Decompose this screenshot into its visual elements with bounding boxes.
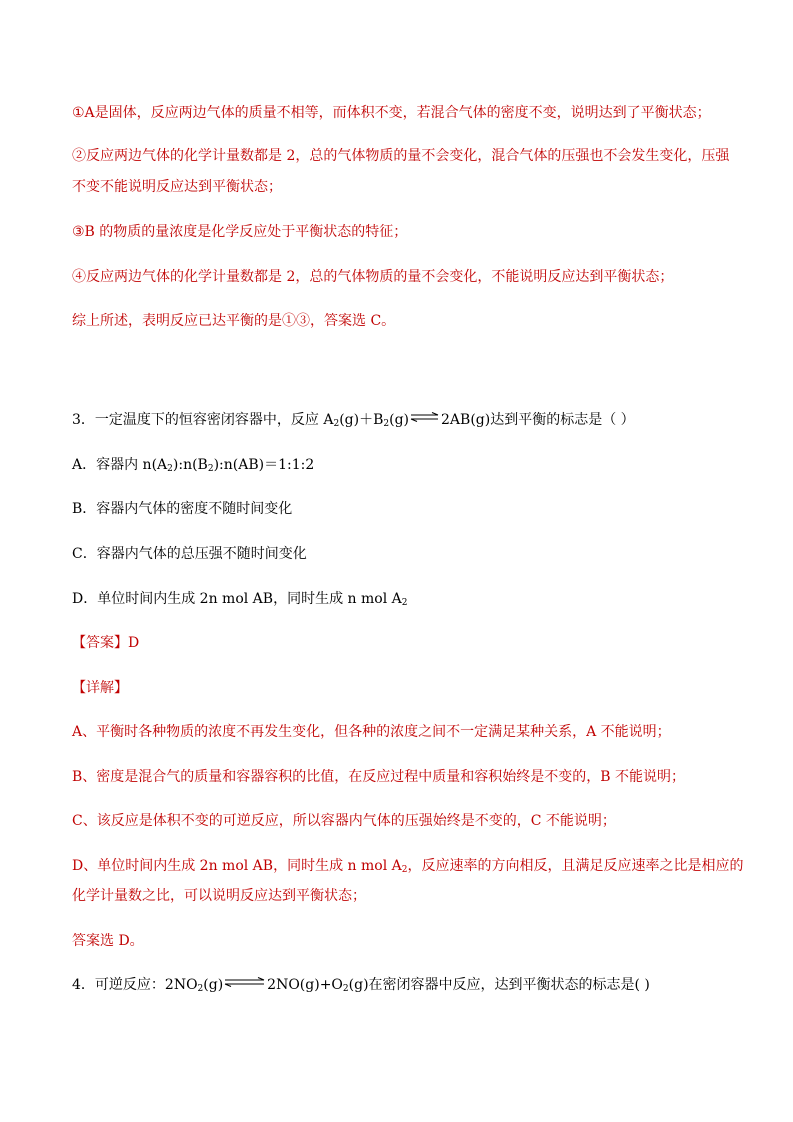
detail-d-line-2: 化学计量数之比，可以说明反应达到平衡状态；: [72, 888, 366, 904]
analysis-point-3: ③B 的物质的量浓度是化学反应处于平衡状态的特征；: [72, 224, 408, 240]
equilibrium-arrow-icon: [410, 412, 440, 422]
question-4-stem: 4．可逆反应：$2NO_2(g)$ $2NO(g)+O_2(g)$在密闭容器中反应，达到平衡状态的标志是( ): [72, 977, 650, 994]
option-c: C．容器内气体的总压强不随时间变化: [72, 546, 307, 562]
analysis-point-1: ①A是固体，反应两边气体的质量不相等，而体积不变，若混合气体的密度不变，说明达到了平衡状态；: [72, 105, 711, 121]
detail-c: C、该反应是体积不变的可逆反应，所以容器内气体的压强始终是不变的，C 不能说明；: [72, 813, 616, 829]
option-a: A．容器内 $n(A_2):n(B_2):n(AB)=1:1:2$: [72, 457, 315, 474]
analysis-summary: 综上所述，表明反应已达平衡的是①③，答案选 C。: [72, 313, 396, 329]
detail-b: B、密度是混合气的质量和容器容积的比值，在反应过程中质量和容积始终是不变的，B 不能说明；: [72, 769, 686, 785]
answer-label: 【答案】D: [72, 635, 140, 651]
option-d: D．单位时间内生成 2n mol AB，同时生成 n mol $A_2$: [72, 591, 408, 608]
question-3-stem: 3．一定温度下的恒容密闭容器中，反应 $A_2(g)+B_2(g)$ 2AB(g)达到平衡的标志是（ ）: [72, 412, 635, 429]
analysis-point-4: ④反应两边气体的化学计量数都是 2，总的气体物质的量不会变化，不能说明反应达到平衡状态；: [72, 269, 674, 285]
detail-label: 【详解】: [72, 680, 128, 696]
option-b: B．容器内气体的密度不随时间变化: [72, 501, 293, 517]
analysis-point-2-line-2: 不变不能说明反应达到平衡状态；: [72, 179, 282, 195]
analysis-point-2-line-1: ②反应两边气体的化学计量数都是 2，总的气体物质的量不会变化，混合气体的压强也不会发生变化，压强: [72, 148, 730, 164]
detail-a: A、平衡时各种物质的浓度不再发生变化，但各种的浓度之间不一定满足某种关系，A 不能说明；: [72, 724, 671, 740]
conclusion: 答案选 D。: [72, 933, 144, 949]
detail-d-line-1: D、单位时间内生成 2n mol AB，同时生成 n mol $A_2$，反应速率的方向相反，且满足反应速率之比是相应的: [72, 858, 744, 875]
equilibrium-arrow-icon: [224, 977, 266, 987]
